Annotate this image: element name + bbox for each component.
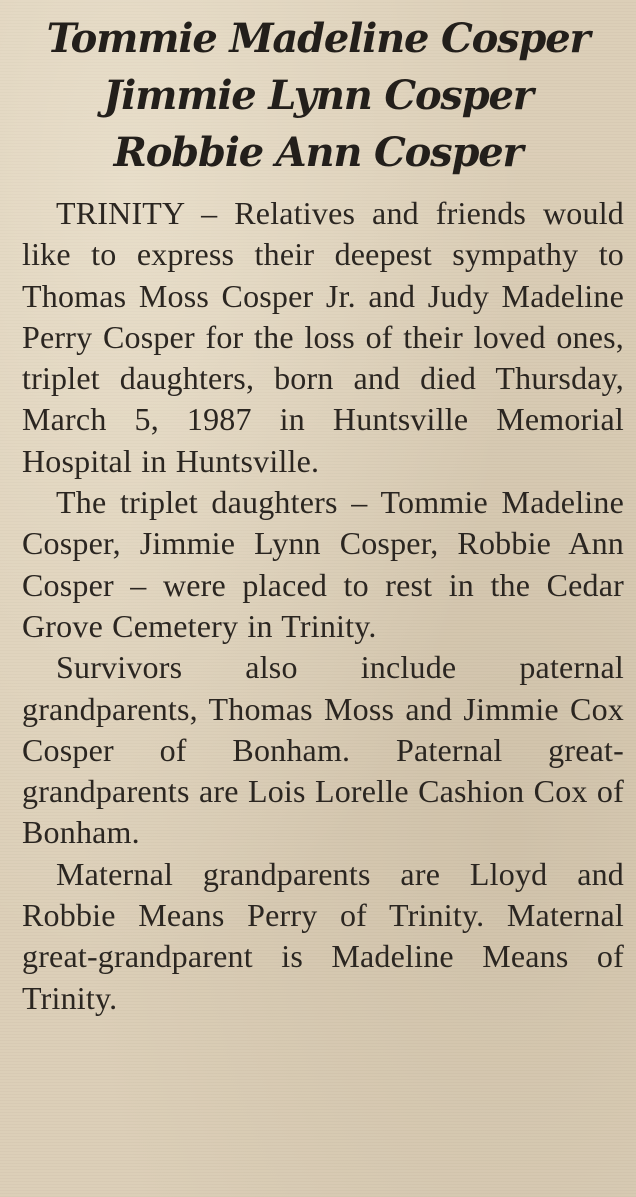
paragraph-maternal-survivors: Maternal grandparents are Lloyd and Robbie Means Perry of Trinity. Maternal great-grandparent is Madeline Means of Trinity. xyxy=(22,855,624,1016)
headline-name-3: Robbie Ann Cosper xyxy=(113,129,523,176)
paragraph-paternal-survivors: Survivors also include paternal grandparents, Thomas Moss and Jimmie Cox Cosper of Bonham. Paternal great-grandparents are Lois Lorelle Cashion Cox of Bonham. xyxy=(22,649,624,851)
obituary-headline xyxy=(0,0,636,181)
article-body xyxy=(22,193,624,1019)
paragraph-burial: The triplet daughters – Tommie Madeline Cosper, Jimmie Lynn Cosper, Robbie Ann Cosper – were placed to rest in the Cedar Grove Cemetery in Trinity. xyxy=(22,484,624,644)
headline-name-1: Tommie Madeline Cosper xyxy=(46,15,590,62)
paragraph-announcement: TRINITY – Relatives and friends would like to express their deepest sympathy to Thomas Moss Cosper Jr. and Judy Madeline Perry Cosper for the loss of their loved ones, triplet daughters, born and died Thursday, March 5, 1987 in Huntsville Memorial Hospital in Huntsville. xyxy=(22,195,624,479)
headline-name-2: Jimmie Lynn Cosper xyxy=(103,72,533,119)
